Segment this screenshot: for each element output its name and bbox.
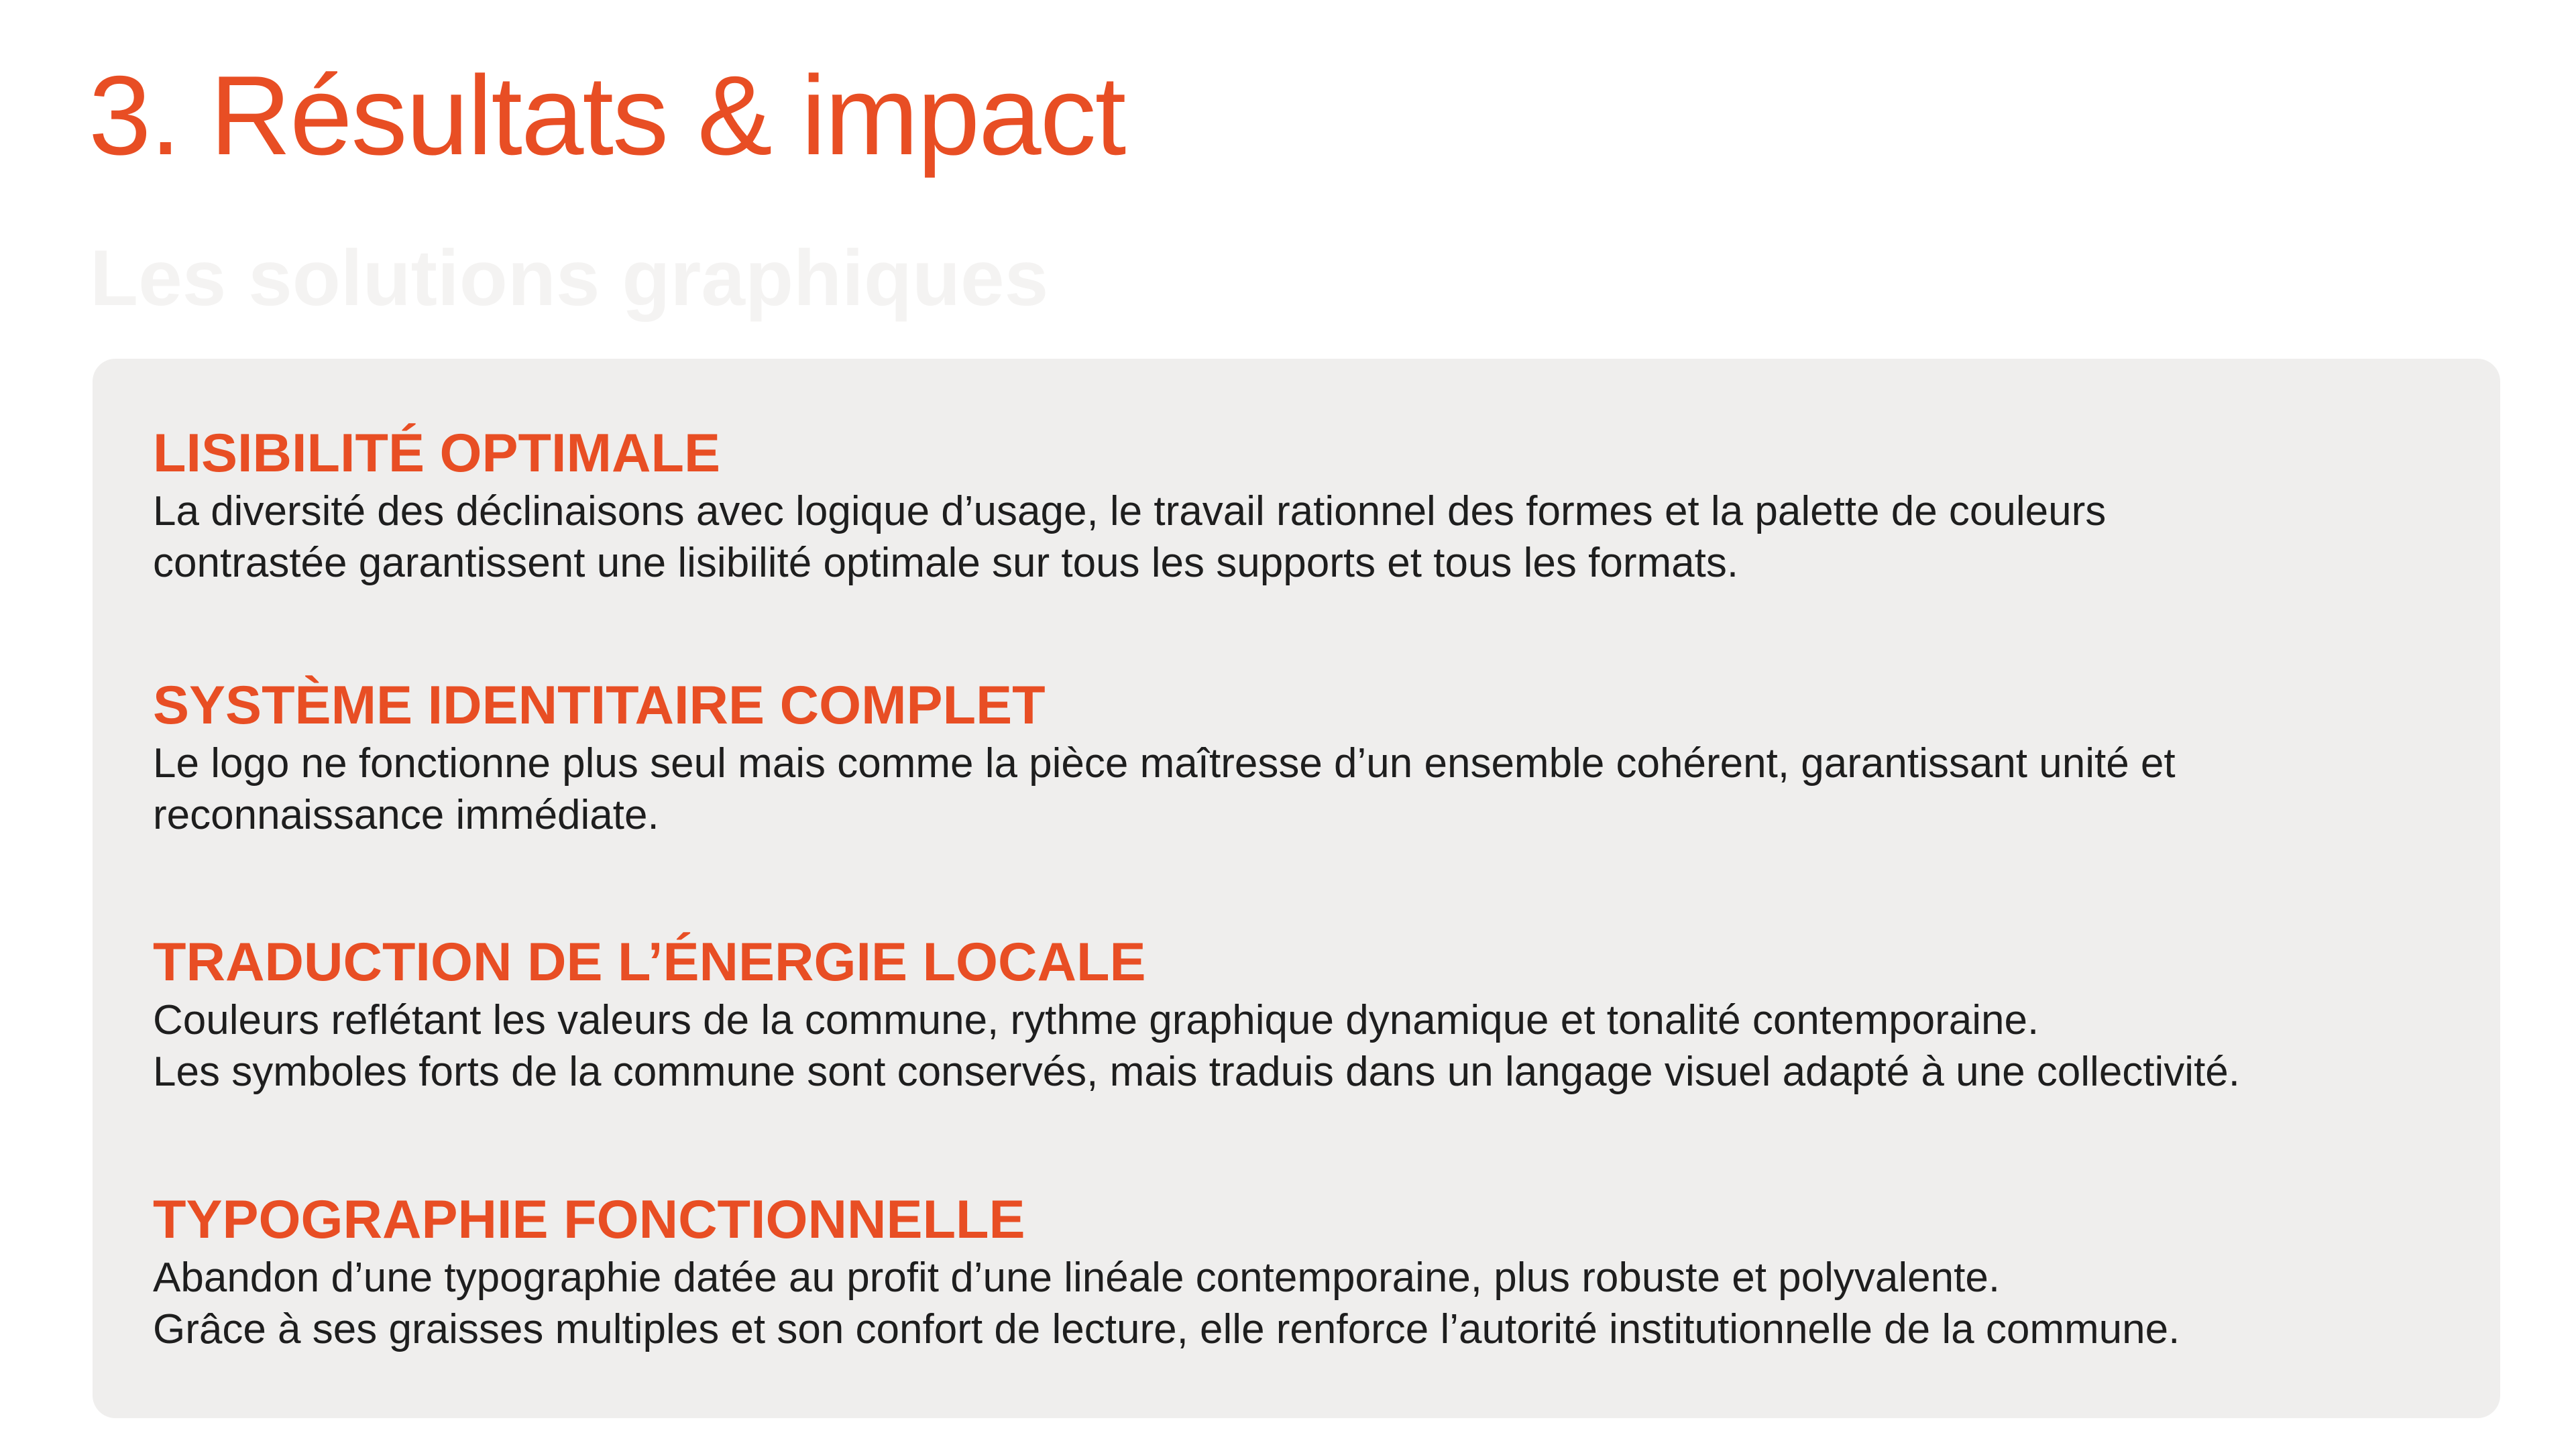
section-text-line: reconnaissance immédiate.	[153, 792, 659, 838]
section-text-line: Le logo ne fonctionne plus seul mais comme la pièce maîtresse d’un ensemble cohérent, garantissant unité et	[153, 740, 2176, 787]
page-subtitle: Les solutions graphiques	[90, 234, 1049, 323]
section-systeme-identitaire	[153, 673, 2460, 841]
content-panel	[93, 359, 2500, 1418]
section-text-line: Abandon d’une typographie datée au profit d’une linéale contemporaine, plus robuste et polyvalente.	[153, 1255, 2001, 1301]
section-typographie	[153, 1187, 2460, 1355]
section-heading: SYSTÈME IDENTITAIRE COMPLET	[153, 675, 1046, 736]
section-text-line: contrastée garantissent une lisibilité optimale sur tous les supports et tous les formats.	[153, 540, 1739, 586]
section-text-line: Couleurs reflétant les valeurs de la commune, rythme graphique dynamique et tonalité contemporaine.	[153, 997, 2039, 1043]
section-heading: TRADUCTION DE L’ÉNERGIE LOCALE	[153, 932, 1146, 992]
section-heading: LISIBILITÉ OPTIMALE	[153, 423, 720, 483]
section-text-line: La diversité des déclinaisons avec logique d’usage, le travail rationnel des formes et la palette de couleurs	[153, 488, 2107, 534]
section-text-line: Les symboles forts de la commune sont conservés, mais traduis dans un langage visuel adapté à une collectivité.	[153, 1049, 2241, 1095]
section-text-line: Grâce à ses graisses multiples et son confort de lecture, elle renforce l’autorité institutionnelle de la commune.	[153, 1306, 2180, 1352]
section-energie-locale	[153, 930, 2460, 1098]
section-lisibilite	[153, 421, 2460, 589]
page-title: 3. Résultats & impact	[89, 52, 1125, 178]
section-heading: TYPOGRAPHIE FONCTIONNELLE	[153, 1190, 1025, 1250]
